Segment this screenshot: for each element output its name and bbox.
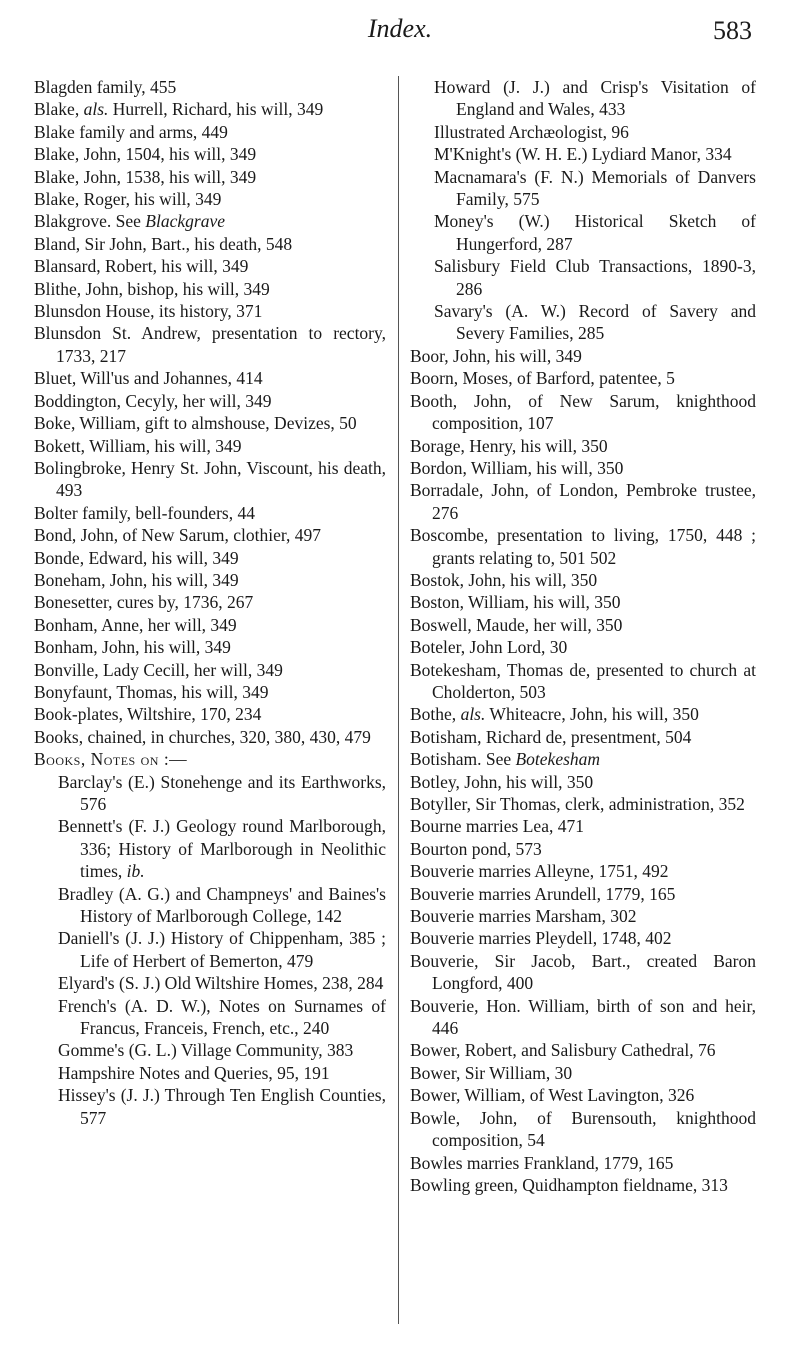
index-entry: Bower, William, of West Lavington, 326 bbox=[410, 1085, 695, 1106]
index-subentry: Barclay's (E.) Stonehenge and its Earthworks, 576 bbox=[58, 771, 386, 814]
index-subentry: Howard (J. J.) and Crisp's Visitation of England and Wales, 433 bbox=[434, 77, 756, 120]
index-entry: Bowling green, Quidhampton fieldname, 313 bbox=[410, 1174, 728, 1195]
index-entry: Bouverie marries Pleydell, 1748, 402 bbox=[410, 928, 672, 949]
index-entry: Boor, John, his will, 349 bbox=[410, 345, 582, 366]
index-entry: Bonham, John, his will, 349 bbox=[34, 637, 231, 658]
page-header bbox=[0, 0, 800, 50]
index-entry: Bolingbroke, Henry St. John, Viscount, his death, 493 bbox=[34, 457, 386, 501]
index-entry: Booth, John, of New Sarum, knighthood composition, 107 bbox=[410, 390, 756, 434]
index-entry: Blake, John, 1538, his will, 349 bbox=[34, 166, 257, 187]
index-subentry: Savary's (A. W.) Record of Savery and Severy Families, 285 bbox=[434, 301, 756, 344]
index-entry: Bonesetter, cures by, 1736, 267 bbox=[34, 592, 254, 613]
index-entry: Borage, Henry, his will, 350 bbox=[410, 435, 608, 456]
index-entry: Blake, John, 1504, his will, 349 bbox=[34, 144, 257, 165]
index-entry: Bonyfaunt, Thomas, his will, 349 bbox=[34, 681, 269, 702]
index-subentry: M'Knight's (W. H. E.) Lydiard Manor, 334 bbox=[434, 144, 732, 165]
index-entry: Blithe, John, bishop, his will, 349 bbox=[34, 278, 270, 299]
index-entry: Book-plates, Wiltshire, 170, 234 bbox=[34, 704, 262, 725]
index-entry: Boscombe, presentation to living, 1750, 448 ; grants relating to, 501 502 bbox=[410, 525, 756, 568]
index-entry: Bouverie marries Arundell, 1779, 165 bbox=[410, 883, 676, 904]
index-entry: Borradale, John, of London, Pembroke trustee, 276 bbox=[410, 480, 756, 523]
index-entry: Bothe, als. Whiteacre, John, his will, 350 bbox=[410, 704, 699, 725]
index-entry: Bluet, Will'us and Johannes, 414 bbox=[34, 368, 263, 389]
index-entry: Bouverie marries Alleyne, 1751, 492 bbox=[410, 861, 669, 882]
index-subentry: Hampshire Notes and Queries, 95, 191 bbox=[58, 1062, 330, 1083]
index-entry: Bouverie, Hon. William, birth of son and heir, 446 bbox=[410, 995, 756, 1039]
index-entry: Blake, als. Hurrell, Richard, his will, 349 bbox=[34, 99, 324, 120]
page-number: 583 bbox=[713, 16, 752, 45]
index-entry: Boswell, Maude, her will, 350 bbox=[410, 614, 623, 635]
column-divider bbox=[398, 76, 399, 1324]
index-subentry: Bradley (A. G.) and Champneys' and Baines's History of Marlborough College, 142 bbox=[58, 883, 386, 927]
index-entry: Boston, William, his will, 350 bbox=[410, 592, 621, 613]
index-entry: Bowle, John, of Burensouth, knighthood composition, 54 bbox=[410, 1107, 756, 1151]
index-column-left bbox=[34, 76, 386, 1129]
index-subentry: Hissey's (J. J.) Through Ten English Counties, 577 bbox=[58, 1085, 386, 1128]
index-entry: Boteler, John Lord, 30 bbox=[410, 637, 568, 658]
index-entry: Bonville, Lady Cecill, her will, 349 bbox=[34, 659, 283, 680]
index-entry: Botyller, Sir Thomas, clerk, administration, 352 bbox=[410, 794, 745, 814]
index-subentry: Bennett's (F. J.) Geology round Marlborough, 336; History of Marlborough in Neolithic times, ib. bbox=[58, 816, 386, 882]
index-subentry: Salisbury Field Club Transactions, 1890-3, 286 bbox=[434, 256, 756, 299]
index-entry: Bolter family, bell-founders, 44 bbox=[34, 502, 255, 523]
index-subentry: French's (A. D. W.), Notes on Surnames of Francus, Franceis, French, etc., 240 bbox=[58, 995, 386, 1039]
index-entry: Bonham, Anne, her will, 349 bbox=[34, 614, 237, 635]
index-entry: Blansard, Robert, his will, 349 bbox=[34, 256, 249, 277]
index-entry: Botley, John, his will, 350 bbox=[410, 771, 594, 792]
index-entry: Blake, Roger, his will, 349 bbox=[34, 189, 222, 210]
index-entry: Boorn, Moses, of Barford, patentee, 5 bbox=[410, 368, 675, 389]
index-entry: Boke, William, gift to almshouse, Devizes, 50 bbox=[34, 413, 357, 434]
page-title: Index. bbox=[367, 14, 433, 43]
index-entry: Bland, Sir John, Bart., his death, 548 bbox=[34, 233, 293, 254]
index-entry: Bowles marries Frankland, 1779, 165 bbox=[410, 1152, 674, 1173]
index-entry: Bordon, William, his will, 350 bbox=[410, 457, 624, 478]
index-entry: Bouverie marries Marsham, 302 bbox=[410, 906, 637, 927]
index-entry: Bokett, William, his will, 349 bbox=[34, 435, 242, 456]
index-entry: Bower, Sir William, 30 bbox=[410, 1062, 573, 1083]
index-subentry: Elyard's (S. J.) Old Wiltshire Homes, 238, 284 bbox=[58, 973, 384, 994]
index-entry: Boneham, John, his will, 349 bbox=[34, 569, 239, 590]
index-subentry: Daniell's (J. J.) History of Chippenham, 385 ; Life of Herbert of Bemerton, 479 bbox=[58, 928, 386, 971]
index-subentry: Gomme's (G. L.) Village Community, 383 bbox=[58, 1040, 354, 1061]
index-entry: Bourne marries Lea, 471 bbox=[410, 816, 584, 837]
index-entry: Blunsdon St. Andrew, presentation to rectory, 1733, 217 bbox=[34, 323, 386, 366]
index-column-right bbox=[410, 76, 756, 1196]
index-entry: Botisham. See Botekesham bbox=[410, 749, 601, 770]
index-entry: Botisham, Richard de, presentment, 504 bbox=[410, 726, 692, 747]
index-entry: Bostok, John, his will, 350 bbox=[410, 569, 598, 590]
index-entry: Boddington, Cecyly, her will, 349 bbox=[34, 390, 272, 411]
index-entry: Bouverie, Sir Jacob, Bart., created Baron Longford, 400 bbox=[410, 950, 756, 994]
index-entry: Blagden family, 455 bbox=[34, 77, 177, 97]
index-subentry: Money's (W.) Historical Sketch of Hungerford, 287 bbox=[434, 211, 756, 254]
index-entry: Botekesham, Thomas de, presented to church at Cholderton, 503 bbox=[410, 659, 756, 702]
index-entry: Blunsdon House, its history, 371 bbox=[34, 301, 263, 322]
index-heading: Books, Notes on :— bbox=[34, 749, 188, 770]
index-entry: Bond, John, of New Sarum, clothier, 497 bbox=[34, 525, 322, 546]
index-entry: Blakgrove. See Blackgrave bbox=[34, 211, 225, 232]
index-entry: Books, chained, in churches, 320, 380, 430, 479 bbox=[34, 726, 371, 747]
index-entry: Bower, Robert, and Salisbury Cathedral, 76 bbox=[410, 1040, 716, 1061]
index-subentry: Illustrated Archæologist, 96 bbox=[434, 121, 629, 142]
index-subentry: Macnamara's (F. N.) Memorials of Danvers Family, 575 bbox=[434, 166, 756, 210]
index-entry: Bourton pond, 573 bbox=[410, 838, 542, 859]
index-entry: Blake family and arms, 449 bbox=[34, 121, 228, 142]
index-entry: Bonde, Edward, his will, 349 bbox=[34, 547, 239, 568]
